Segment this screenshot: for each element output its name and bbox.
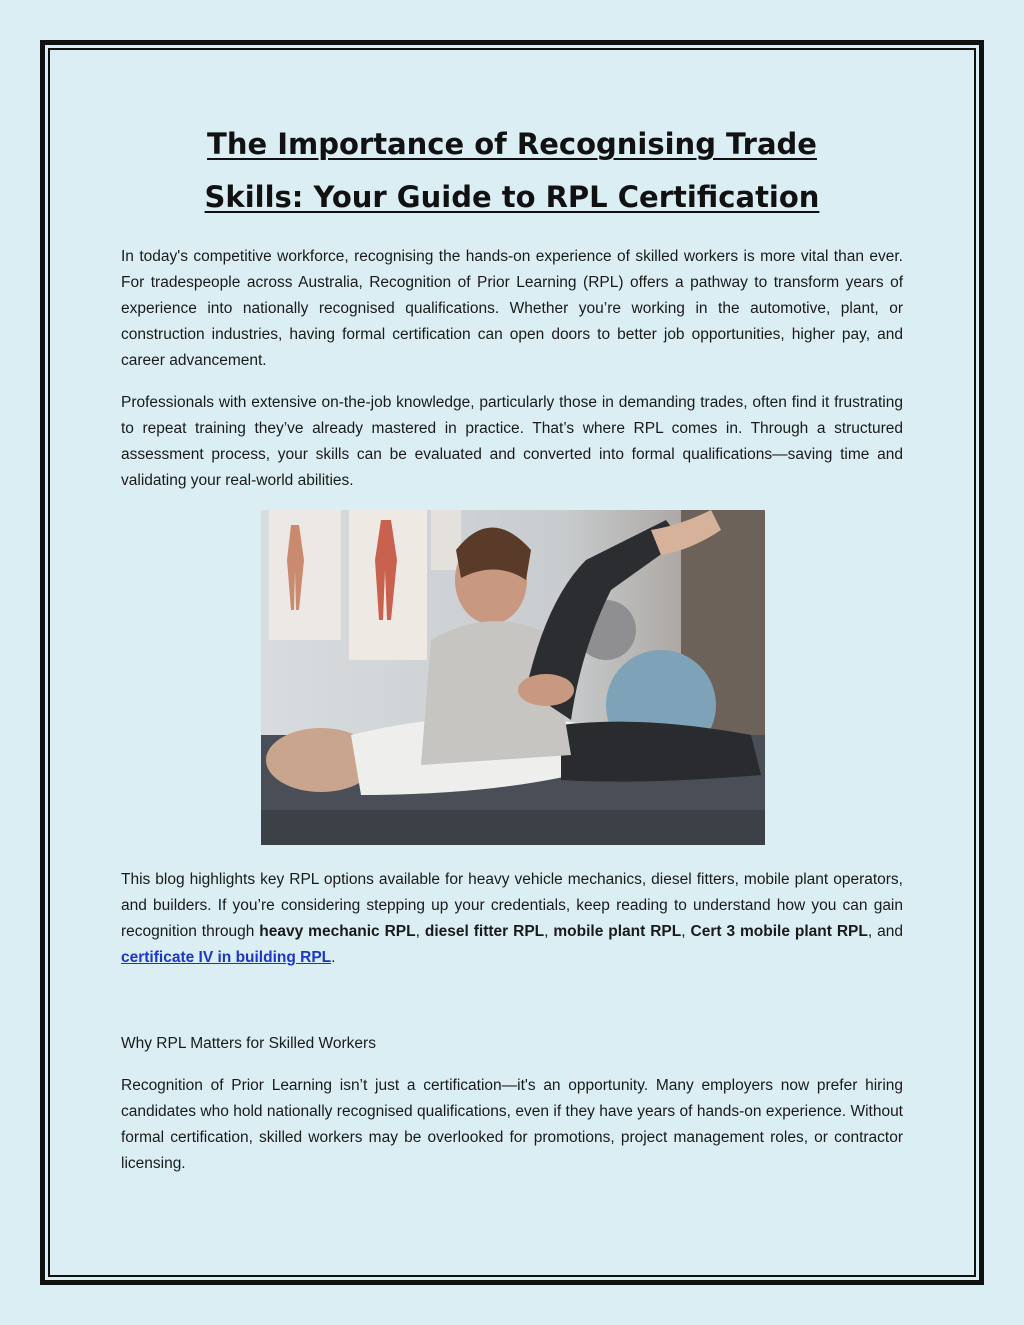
title-line-1: The Importance of Recognising Trade (207, 127, 817, 161)
keyword-cert3-mobile-plant-rpl: Cert 3 mobile plant RPL (690, 923, 868, 940)
period: . (331, 949, 336, 966)
document-title (121, 118, 903, 224)
rpl-options-intro: This blog highlights key RPL options available for heavy vehicle mechanics, diesel fitters, mobile plant operators, and builders. If you’re considering stepping up your credentials, keep reading to understand how you can gain recognition through (121, 871, 903, 940)
certificate-iv-building-rpl-link[interactable]: certificate IV in building RPL (121, 949, 332, 966)
paragraph-why-rpl: Recognition of Prior Learning isn’t just a certification—it's an opportunity. Many employers now prefer hiring candidates who hold nationally recognised qualifications, even if they have years of hands-on experience. Without formal certification, skilled workers may be overlooked for promotions, project management roles, or contractor licensing. (121, 1077, 903, 1172)
title-line-2: Skills: Your Guide to RPL Certification (204, 180, 820, 214)
keyword-mobile-plant-rpl: mobile plant RPL (553, 923, 682, 940)
separator: , (681, 923, 691, 940)
paragraph-professionals: Professionals with extensive on-the-job knowledge, particularly those in demanding trades, often find it frustrating to repeat training they’ve already mastered in practice. That’s where RPL comes in. Through a structured assessment process, your skills can be evaluated and converted into formal qualifications—saving time and validating your real-world abilities. (121, 394, 903, 489)
photo-illustration (261, 510, 765, 845)
keyword-diesel-fitter-rpl: diesel fitter RPL (424, 923, 545, 940)
paragraph-rpl-options (121, 867, 903, 971)
document-body (121, 118, 903, 1193)
paragraph-intro: In today's competitive workforce, recognising the hands-on experience of skilled workers is more vital than ever. For tradespeople across Australia, Recognition of Prior Learning (RPL) offers a pathway to transform years of experience into nationally recognised qualifications. Whether you’re working in the automotive, plant, or construction industries, having formal certification can open doors to better job opportunities, higher pay, and career advancement. (121, 248, 903, 369)
separator: , (544, 923, 554, 940)
keyword-heavy-mechanic-rpl: heavy mechanic RPL (259, 923, 416, 940)
separator-and: , and (867, 923, 903, 940)
physiotherapy-photo (261, 510, 765, 845)
separator: , (415, 923, 425, 940)
section-heading-why-rpl: Why RPL Matters for Skilled Workers (121, 1035, 376, 1052)
